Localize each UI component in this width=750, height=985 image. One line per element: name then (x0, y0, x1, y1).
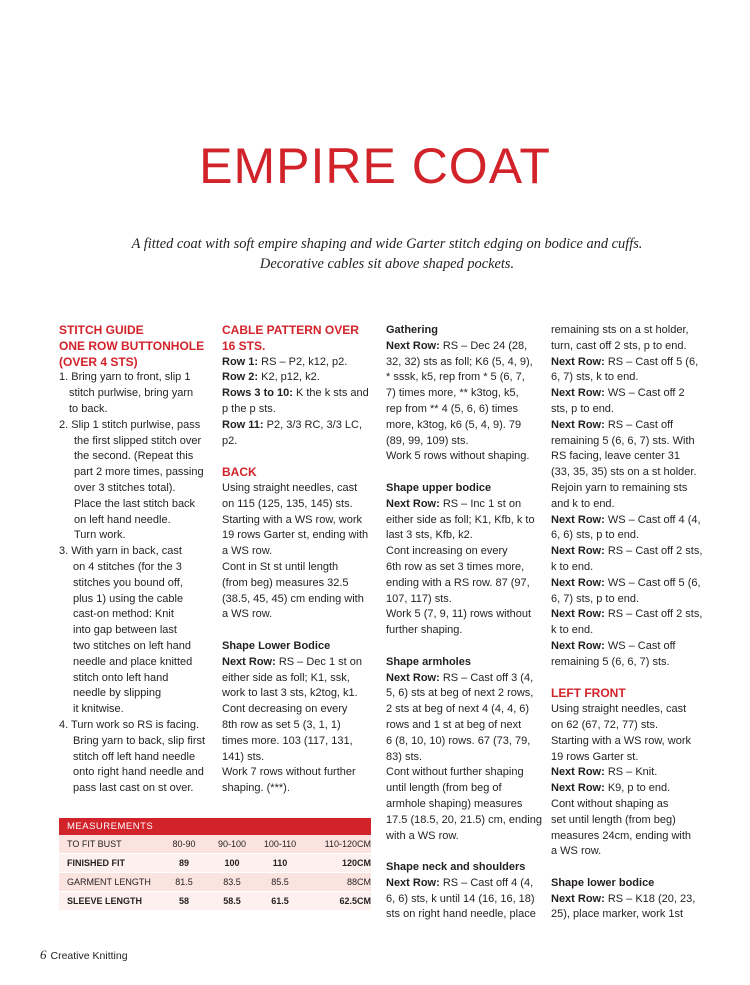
row-text: remaining sts on a st holder, (551, 324, 689, 336)
instruction-line (551, 797, 711, 813)
row-text: Cont without shaping as (551, 797, 669, 810)
row-text: rep from ** 4 (5, 6, 6) times (386, 402, 519, 415)
instruction-line: 2. Slip 1 stitch purlwise, pass (59, 418, 201, 431)
instruction-line: the first slipped stitch over (74, 434, 202, 447)
table-row (59, 854, 371, 873)
table-row (59, 892, 371, 911)
table-cell: 88CM (346, 877, 371, 887)
publication-name: Creative Knitting (50, 950, 128, 962)
instruction-line (551, 370, 711, 386)
table-cell: 89 (178, 858, 189, 868)
row-text: RS – Cast off 4 (4, (439, 876, 534, 889)
neck-instructions (386, 876, 544, 923)
instruction-line (551, 497, 711, 513)
instruction-line (386, 513, 544, 529)
row-label: Next Row: (551, 892, 605, 905)
row-label: Next Row: (551, 639, 605, 652)
row-label: Next Row: (386, 671, 440, 684)
instruction-line (222, 434, 380, 450)
row-text: work to last 3 sts, k2tog, k1. (222, 687, 358, 700)
heading-shape-lower-bodice-front: Shape lower bodice (551, 876, 655, 889)
row-text: RS – Dec 24 (28, (439, 339, 528, 352)
instruction-line: Turn work. (74, 529, 126, 542)
row-text: measures 24cm, ending with (551, 829, 692, 842)
measurements-header: MEASUREMENTS (59, 818, 371, 835)
row-text: 19 rows Garter st. (551, 750, 639, 763)
row-label: Next Row: (386, 339, 440, 352)
armhole-instructions (386, 671, 544, 845)
lower-bodice-instructions (222, 655, 380, 797)
row-label: Row 1: (222, 355, 259, 368)
instruction-line: onto right hand needle and (73, 766, 204, 779)
instruction-line (551, 402, 711, 418)
table-cell: 100 (224, 858, 240, 868)
row-text: remaining 5 (6, 6, 7) sts. (551, 655, 670, 668)
instruction-line (386, 623, 544, 639)
instruction-line (551, 781, 711, 797)
row-text: 17.5 (18.5, 20, 21.5) cm, ending (386, 813, 542, 826)
instruction-line (551, 750, 711, 766)
row-label: Next Row: (386, 497, 440, 510)
row-text: 6, 7) sts, k to end. (551, 371, 639, 384)
row-label: Next Row: (551, 608, 605, 621)
instruction-line: the second. (Repeat this (74, 450, 194, 463)
instruction-line: two stitches on left hand (73, 639, 192, 652)
row-text: until length (from beg of (386, 782, 502, 795)
row-text: a WS row. (551, 845, 602, 858)
row-text: 141) sts. (222, 750, 265, 763)
table-cell: 58.5 (223, 896, 241, 906)
row-text: last 3 sts, Kfb, k2. (386, 529, 473, 542)
row-header-cell: SLEEVE LENGTH (67, 896, 143, 906)
instruction-line (551, 323, 711, 339)
instruction-line (551, 623, 711, 639)
row-text: on 62 (67, 72, 77) sts. (551, 718, 659, 731)
row-text: RS – Cast off 2 sts, (604, 608, 703, 621)
row-text: ending with a RS row. 87 (97, (386, 576, 530, 589)
row-header-cell: TO FIT BUST (67, 839, 122, 849)
instruction-line (222, 750, 380, 766)
row-text: K2, p12, k2. (258, 371, 320, 384)
row-text: Work 7 rows without further (222, 766, 356, 779)
instruction-line: 4. Turn work so RS is facing. (59, 718, 199, 731)
row-text: set until length (from beg) (551, 813, 676, 826)
row-text: 107, 117) sts. (386, 592, 452, 605)
row-label: Next Row: (222, 655, 276, 668)
instruction-line: stitch purlwise, bring yarn (69, 387, 194, 400)
row-text: and k to end. (551, 497, 615, 510)
row-text: 6, 7) sts, p to end. (551, 592, 640, 605)
table-cell: 85.5 (271, 877, 289, 887)
table-cell: 120CM (341, 858, 371, 868)
table-cell: 61.5 (271, 896, 289, 906)
instruction-line (386, 418, 544, 434)
column-left-front (551, 323, 711, 923)
table-cell: 110 (272, 858, 288, 868)
instruction-line (551, 560, 711, 576)
table-cell: 110-120CM (324, 839, 371, 849)
instruction-line (386, 434, 544, 450)
row-text: shaping. (***). (222, 782, 290, 795)
row-label: Next Row: (386, 876, 440, 889)
instruction-line: a WS row. (222, 545, 273, 558)
column-stitch-guide (59, 323, 214, 797)
instruction-line (386, 781, 544, 797)
row-text: Work 5 (7, 9, 11) rows without (386, 608, 532, 621)
row-text: Cont decreasing on every (222, 703, 348, 716)
instruction-line (386, 829, 544, 845)
instruction-line (222, 718, 380, 734)
row-label: Next Row: (551, 387, 605, 400)
row-text: Rejoin yarn to remaining sts (551, 481, 688, 494)
instruction-line (386, 686, 544, 702)
instruction-line (551, 544, 711, 560)
instruction-line: to back. (69, 402, 108, 415)
upper-bodice-instructions (386, 497, 544, 639)
row-text: WS – Cast off 2 (604, 387, 685, 400)
instruction-line: (from beg) measures 32.5 (222, 576, 349, 589)
instruction-line: stitches you bound off, (73, 576, 183, 589)
instruction-line: 1. Bring yarn to front, slip 1 (59, 371, 191, 384)
row-text: 7) times more, ** k3tog, k5, (386, 387, 519, 400)
instruction-line (551, 639, 711, 655)
subtitle-line: Decorative cables sit above shaped pockets. (259, 256, 515, 272)
instruction-line (551, 892, 711, 908)
row-text: k to end. (551, 624, 594, 637)
row-text: armhole shaping) measures (386, 797, 523, 810)
heading-left-front: LEFT FRONT (551, 686, 626, 701)
instruction-line (222, 671, 380, 687)
heading-shape-neck: Shape neck and shoulders (386, 861, 526, 874)
row-text: p the p sts. (222, 402, 276, 415)
instruction-line (386, 497, 544, 513)
row-text: RS – Inc 1 st on (439, 497, 522, 510)
row-label: Next Row: (551, 418, 605, 431)
cable-rows (222, 355, 380, 450)
row-text: RS – Cast off (604, 418, 674, 431)
instruction-line (386, 402, 544, 418)
instruction-line (386, 702, 544, 718)
row-label: Next Row: (551, 513, 605, 526)
instruction-line (551, 765, 711, 781)
row-text: either side as foll; K1, ssk, (222, 671, 350, 684)
instruction-line (551, 829, 711, 845)
row-text: Cont without further shaping (386, 766, 524, 779)
instruction-line: stitch onto left hand (73, 671, 169, 684)
instruction-line: on 115 (125, 135, 145) sts. (222, 497, 353, 510)
instruction-line (551, 528, 711, 544)
row-text: 5, 6) sts at beg of next 2 rows, (386, 687, 534, 700)
row-text: RS – P2, k12, p2. (258, 355, 348, 368)
row-text: sts on right hand needle, place (386, 908, 536, 921)
row-text: K9, p to end. (604, 782, 671, 795)
instruction-line: pass last cast on st over. (73, 782, 194, 795)
instruction-line (551, 734, 711, 750)
row-text: RS – Cast off 2 sts, (604, 545, 703, 558)
instruction-line: stitch off left hand needle (73, 750, 196, 763)
instruction-line (386, 765, 544, 781)
instruction-line (386, 876, 544, 892)
instruction-line: on left hand needle. (74, 513, 171, 526)
row-text: RS facing, leave center 31 (551, 450, 681, 463)
heading-back: BACK (222, 465, 257, 480)
instruction-line (222, 355, 380, 371)
instruction-line (386, 592, 544, 608)
instruction-line: needle by slipping (73, 687, 162, 700)
instruction-line (386, 355, 544, 371)
row-text: rows and 1 st at beg of next (386, 718, 522, 731)
heading-over-4-sts: (OVER 4 STS) (59, 354, 138, 369)
row-text: 25), place marker, work 1st (551, 908, 684, 921)
instruction-line: plus 1) using the cable (73, 592, 184, 605)
instruction-line (386, 607, 544, 623)
instruction-line (222, 402, 380, 418)
row-text: more, k3tog, k6 (5, 4, 9). 79 (386, 418, 522, 431)
instruction-line (386, 370, 544, 386)
table-cell: 100-110 (263, 839, 297, 849)
instruction-line (551, 434, 711, 450)
row-text: with a WS row. (386, 829, 459, 842)
row-text: further shaping. (386, 624, 463, 637)
instruction-line (386, 576, 544, 592)
measurements-table (59, 818, 371, 911)
instruction-line (551, 592, 711, 608)
instruction-line (386, 907, 544, 923)
row-label: Rows 3 to 10: (222, 387, 293, 400)
row-text: 2 sts at beg of next 4 (4, 4, 6) (386, 703, 530, 716)
instruction-line: a WS row. (222, 608, 273, 621)
instruction-line (551, 607, 711, 623)
instruction-line (551, 465, 711, 481)
instruction-line (222, 702, 380, 718)
instruction-line (551, 481, 711, 497)
left-front-instructions (551, 702, 711, 860)
instruction-line (386, 734, 544, 750)
instruction-line (551, 907, 711, 923)
neck-continued-instructions (551, 323, 711, 671)
instruction-line: over 3 stitches total). (74, 481, 176, 494)
instruction-line: Cont in St st until length (222, 560, 339, 573)
instruction-line (551, 844, 711, 860)
row-text: Work 5 rows without shaping. (386, 450, 530, 463)
heading-cable-pattern: CABLE PATTERN OVER (222, 323, 359, 337)
row-text: turn, cast off 2 sts, p to end. (551, 339, 687, 352)
row-label: Next Row: (551, 782, 605, 795)
instruction-line (386, 750, 544, 766)
table-cell: 80-90 (172, 839, 196, 849)
instruction-line: Using straight needles, cast (222, 481, 358, 494)
instruction-line (551, 655, 711, 671)
instruction-line (386, 544, 544, 560)
row-text: 6, 6) sts, p to end. (551, 529, 640, 542)
heading-buttonhole: ONE ROW BUTTONHOLE (59, 338, 205, 353)
gathering-instructions (386, 339, 544, 465)
instruction-line (386, 449, 544, 465)
instruction-line (386, 892, 544, 908)
row-header-cell: FINISHED FIT (67, 858, 125, 868)
row-label: Next Row: (551, 766, 605, 779)
instruction-line (551, 339, 711, 355)
table-cell: 83.5 (223, 877, 241, 887)
row-label: Next Row: (551, 355, 605, 368)
page-title: EMPIRE COAT (199, 138, 551, 194)
instruction-line (551, 513, 711, 529)
row-label: Next Row: (551, 576, 605, 589)
instruction-line (551, 449, 711, 465)
row-text: WS – Cast off 5 (6, (604, 576, 701, 589)
row-text: K the k sts and (292, 387, 369, 400)
row-header-cell: GARMENT LENGTH (67, 877, 151, 887)
instruction-line (222, 370, 380, 386)
page-footer (40, 947, 128, 963)
row-text: 83) sts. (386, 750, 423, 763)
instruction-line: cast-on method: Knit (73, 608, 174, 621)
row-text: RS – Dec 1 st on (275, 655, 362, 668)
table-cell: 62.5CM (339, 896, 371, 906)
row-text: RS – Cast off 5 (6, (604, 355, 699, 368)
instruction-line (222, 734, 380, 750)
row-text: sts, p to end. (551, 402, 614, 415)
instruction-line (386, 339, 544, 355)
table-cell: 81.5 (175, 877, 193, 887)
instruction-line (386, 813, 544, 829)
table-row (59, 835, 371, 854)
row-text: 6th row as set 3 times more, (386, 560, 525, 573)
row-label: Next Row: (551, 545, 605, 558)
row-text: 32, 32) sts as foll; K6 (5, 4, 9), (386, 355, 533, 368)
row-text: Starting with a WS row, work (551, 734, 691, 747)
row-text: k to end. (551, 560, 594, 573)
instruction-line (551, 355, 711, 371)
heading-shape-armholes: Shape armholes (386, 655, 471, 668)
row-text: p2. (222, 434, 238, 447)
instruction-line (386, 528, 544, 544)
row-text: RS – Cast off 3 (4, (439, 671, 534, 684)
buttonhole-steps (59, 370, 214, 797)
instruction-line: part 2 more times, passing (74, 466, 204, 479)
instruction-line (222, 686, 380, 702)
instruction-line (551, 386, 711, 402)
heading-cable-sts: 16 STS. (222, 338, 266, 353)
column-gathering (386, 323, 544, 923)
back-instructions (222, 481, 380, 623)
instruction-line (222, 765, 380, 781)
row-text: * sssk, k5, rep from * 5 (6, 7, (386, 371, 525, 384)
measurements-rows (59, 835, 371, 911)
row-text: remaining 5 (6, 6, 7) sts. With (551, 434, 695, 447)
row-text: 8th row as set 5 (3, 1, 1) (222, 718, 341, 731)
instruction-line (551, 813, 711, 829)
row-text: P2, 3/3 RC, 3/3 LC, (263, 418, 363, 431)
row-text: (89, 99, 109) sts. (386, 434, 469, 447)
instruction-line (222, 781, 380, 797)
row-text: WS – Cast off (604, 639, 676, 652)
row-text: Cont increasing on every (386, 545, 508, 558)
heading-shape-lower-bodice: Shape Lower Bodice (222, 639, 331, 652)
instruction-line (386, 718, 544, 734)
instruction-line (386, 560, 544, 576)
table-cell: 58 (178, 896, 189, 906)
instruction-line (386, 671, 544, 687)
instruction-line: Place the last stitch back (74, 497, 196, 510)
row-text: Using straight needles, cast (551, 703, 687, 716)
row-label: Row 2: (222, 371, 259, 384)
instruction-line: 3. With yarn in back, cast (59, 545, 182, 558)
instruction-line: needle and place knitted (73, 655, 193, 668)
subtitle-line: A fitted coat with soft empire shaping and wide Garter stitch edging on bodice and cuffs. (131, 236, 643, 252)
row-text: (33, 35, 35) sts on a st holder. (551, 466, 697, 479)
table-row (59, 873, 371, 892)
page-number: 6 (40, 947, 47, 962)
instruction-line: Bring yarn to back, slip first (73, 734, 206, 747)
row-text: WS – Cast off 4 (4, (604, 513, 701, 526)
heading-shape-upper-bodice: Shape upper bodice (386, 481, 492, 494)
instruction-line (222, 418, 380, 434)
row-text: 6 (8, 10, 10) rows. 67 (73, 79, (386, 734, 531, 747)
instruction-line (386, 797, 544, 813)
heading-stitch-guide: STITCH GUIDE (59, 323, 144, 337)
row-label: Row 11: (222, 418, 264, 431)
instruction-line (551, 702, 711, 718)
row-text: 6, 6) sts, k until 14 (16, 16, 18) (386, 892, 535, 905)
instruction-line: it knitwise. (73, 703, 124, 716)
instruction-line (386, 386, 544, 402)
instruction-line: into gap between last (73, 624, 177, 637)
instruction-line (551, 718, 711, 734)
instruction-line: on 4 stitches (for the 3 (73, 560, 182, 573)
instruction-line (222, 386, 380, 402)
row-text: times more. 103 (117, 131, (222, 734, 353, 747)
instruction-line (222, 655, 380, 671)
row-text: RS – K18 (20, 23, (604, 892, 696, 905)
instruction-line (551, 576, 711, 592)
instruction-line: (38.5, 45, 45) cm ending with (222, 592, 364, 605)
column-cable-back (222, 323, 380, 797)
row-text: either side as foll; K1, Kfb, k to (386, 513, 535, 526)
subtitle (60, 234, 714, 274)
row-text: RS – Knit. (604, 766, 658, 779)
instruction-line: 19 rows Garter st, ending with (222, 529, 369, 542)
lower-bodice-front-instructions (551, 892, 711, 924)
heading-gathering: Gathering (386, 324, 438, 336)
instruction-line (551, 418, 711, 434)
table-cell: 90-100 (217, 839, 247, 849)
instruction-line: Starting with a WS row, work (222, 513, 362, 526)
